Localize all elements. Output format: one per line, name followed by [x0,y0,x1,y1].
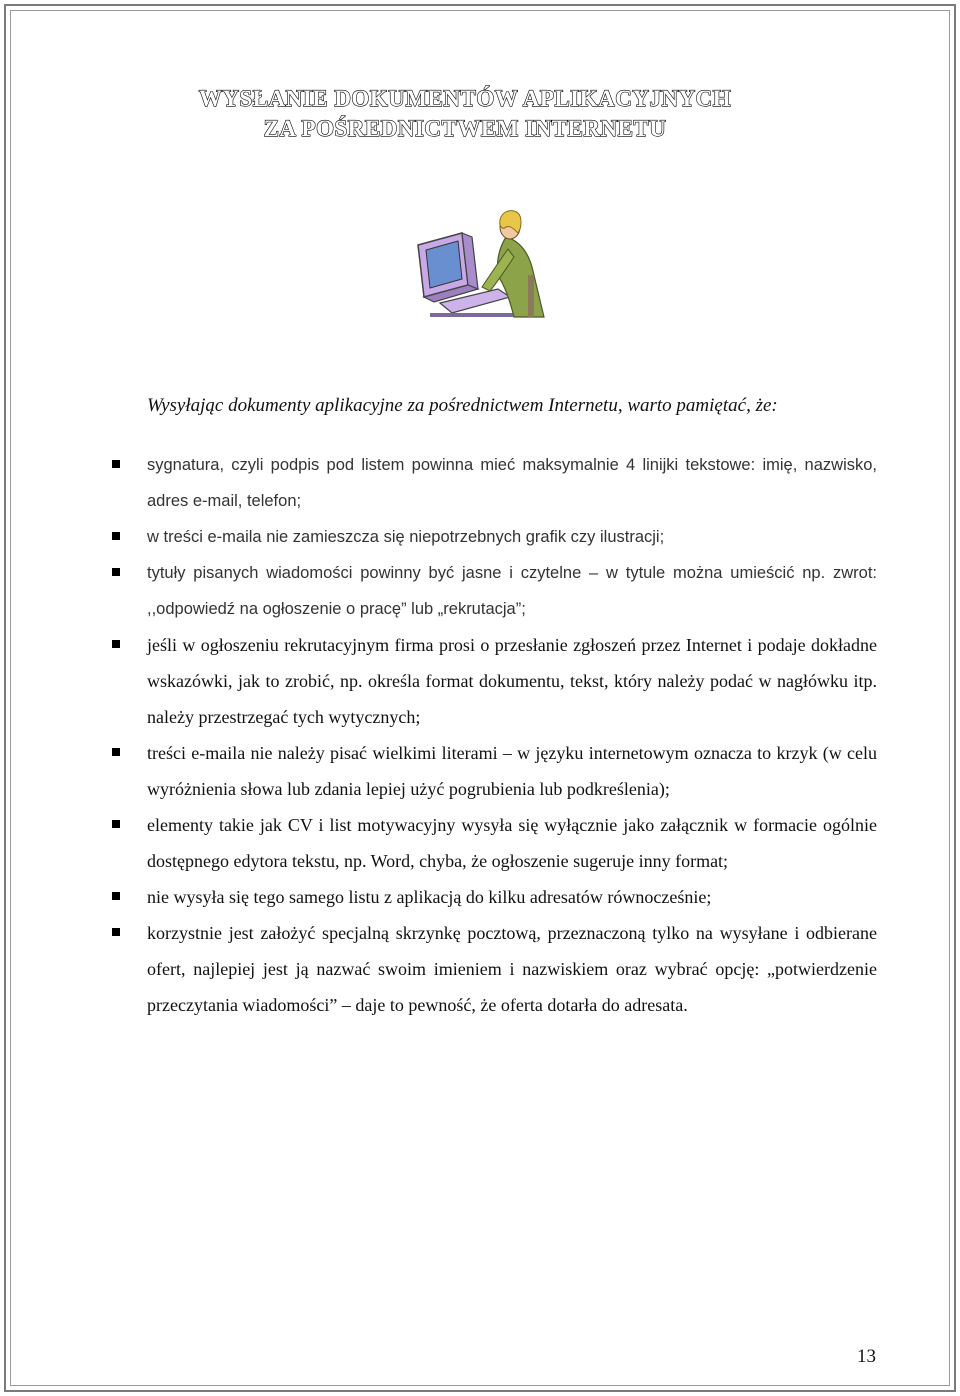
intro-text: Wysyłając dokumenty aplikacyjne za pośrednictwem Internetu, warto pamiętać, że: [147,395,778,416]
square-bullet-icon [112,568,120,576]
square-bullet-icon [112,640,120,648]
square-bullet-icon [112,532,120,540]
square-bullet-icon [112,928,120,936]
title-line-1: WYSŁANIE DOKUMENTÓW APLIKACYJNYCH [198,86,732,111]
list-item: tytuły pisanych wiadomości powinny być jasne i czytelne – w tytule można umieścić np. zwrot: ,,odpowiedź na ogłoszenie o pracę” lub „rekrutacja”; [112,555,877,627]
list-item: sygnatura, czyli podpis pod listem powinna mieć maksymalnie 4 linijki tekstowe: imię, nazwisko, adres e-mail, telefon; [112,447,877,519]
list-item: jeśli w ogłoszeniu rekrutacyjnym firma prosi o przesłanie zgłoszeń przez Internet i podaje dokładne wskazówki, jak to zrobić, np. określa format dokumentu, tekst, który należy podać w nagłówku itp. należy przestrzegać tych wytycznych; [112,627,877,735]
woman-at-computer-icon [410,205,560,323]
list-item: w treści e-maila nie zamieszcza się niepotrzebnych grafik czy ilustracji; [112,519,877,555]
title-line-2: ZA POŚREDNICTWEM INTERNETU [263,116,667,141]
square-bullet-icon [112,748,120,756]
square-bullet-icon [112,892,120,900]
tips-list [112,447,877,1023]
square-bullet-icon [112,460,120,468]
list-item: nie wysyła się tego samego listu z aplikacją do kilku adresatów równocześnie; [112,879,877,915]
list-item: korzystnie jest założyć specjalną skrzynkę pocztową, przeznaczoną tylko na wysyłane i odbierane ofert, najlepiej jest ją nazwać swoim imieniem i nazwiskiem oraz wybrać opcję: „potwierdzenie przeczytania wiadomości” – daje to pewność, że oferta dotarła do adresata. [112,915,877,1023]
square-bullet-icon [112,820,120,828]
list-item: elementy takie jak CV i list motywacyjny wysyła się wyłącznie jako załącznik w formacie ogólnie dostępnego edytora tekstu, np. Word, chyba, że ogłoszenie sugeruje inny format; [112,807,877,879]
list-item: treści e-maila nie należy pisać wielkimi literami – w języku internetowym oznacza to krzyk (w celu wyróżnienia słowa lub zdania lepiej użyć pogrubienia lub podkreślenia); [112,735,877,807]
page-number: 13 [857,1346,876,1367]
